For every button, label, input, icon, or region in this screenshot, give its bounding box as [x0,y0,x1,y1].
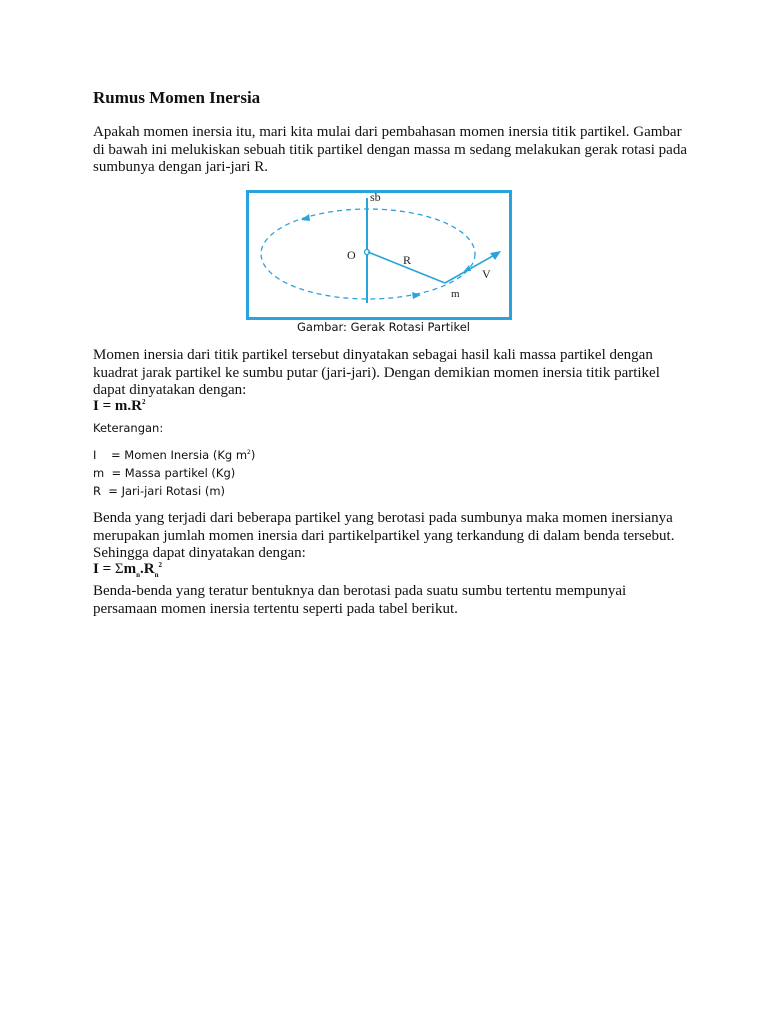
regular-bodies-paragraph: Benda-benda yang teratur bentuknya dan berotasi pada suatu sumbu tertentu mempunyai persamaan momen inersia tertentu seperti pada tabel berikut. [93,583,627,617]
keterangan-radius: R = Jari-jari Rotasi (m) [93,484,226,498]
rotation-diagram [246,190,512,320]
keterangan-title: Keterangan: [93,421,164,435]
keterangan-mass: m = Massa partikel (Kg) [93,466,236,480]
moment-definition-paragraph: Momen inersia dari titik partikel tersebut dinyatakan sebagai hasil kali massa partikel dengan kuadrat jarak partikel ke sumbu putar (jari-jari). Dengan demikian momen inersia titik partikel dapat dinyatakan dengan: [93,347,660,398]
keterangan-inertia [93,448,255,462]
rotation-figure [246,190,512,320]
formula2-m: m [123,561,137,577]
keterangan-inertia-text: I = Momen Inersia (Kg m [93,448,248,462]
formula-point-particle [93,398,145,415]
formula2-lhs: I = [93,561,115,577]
mass-label: m [451,288,460,300]
formula1-exponent: 2 [141,398,146,406]
formula2-exponent: 2 [158,561,163,569]
velocity-label: V [482,267,491,281]
intro-paragraph: Apakah momen inersia itu, mari kita mulai dari pembahasan momen inersia titik partikel. Gambar di bawah ini melukiskan sebuah titik partikel dengan massa m sedang melakukan gerak rotasi pada sumbunya dengan jari-jari R. [93,124,687,175]
figure-frame [248,192,511,319]
formula1-main: I = m.R [93,398,142,414]
keterangan-inertia-exponent: 2 [247,449,251,457]
page-title: Rumus Momen Inersia [93,88,261,107]
sigma-symbol: Σ [114,561,124,577]
formula2-subscript-1: n [136,571,141,579]
formula2-r: .R [140,561,155,577]
system-particles-paragraph: Benda yang terjadi dari beberapa partikel yang berotasi pada sumbunya maka momen inersianya merupakan jumlah momen inersia dari partikelpartikel yang terkandung di dalam benda tersebut. Sehingga dapat dinyatakan dengan: [93,510,675,561]
keterangan-inertia-close: ) [250,448,256,462]
axis-label: sb [370,190,381,204]
figure-caption: Gambar: Gerak Rotasi Partikel [297,320,470,334]
origin-label: O [347,248,356,262]
formula2-subscript-2: n [154,571,159,579]
formula-sum [93,561,162,579]
radius-label: R [403,253,412,267]
